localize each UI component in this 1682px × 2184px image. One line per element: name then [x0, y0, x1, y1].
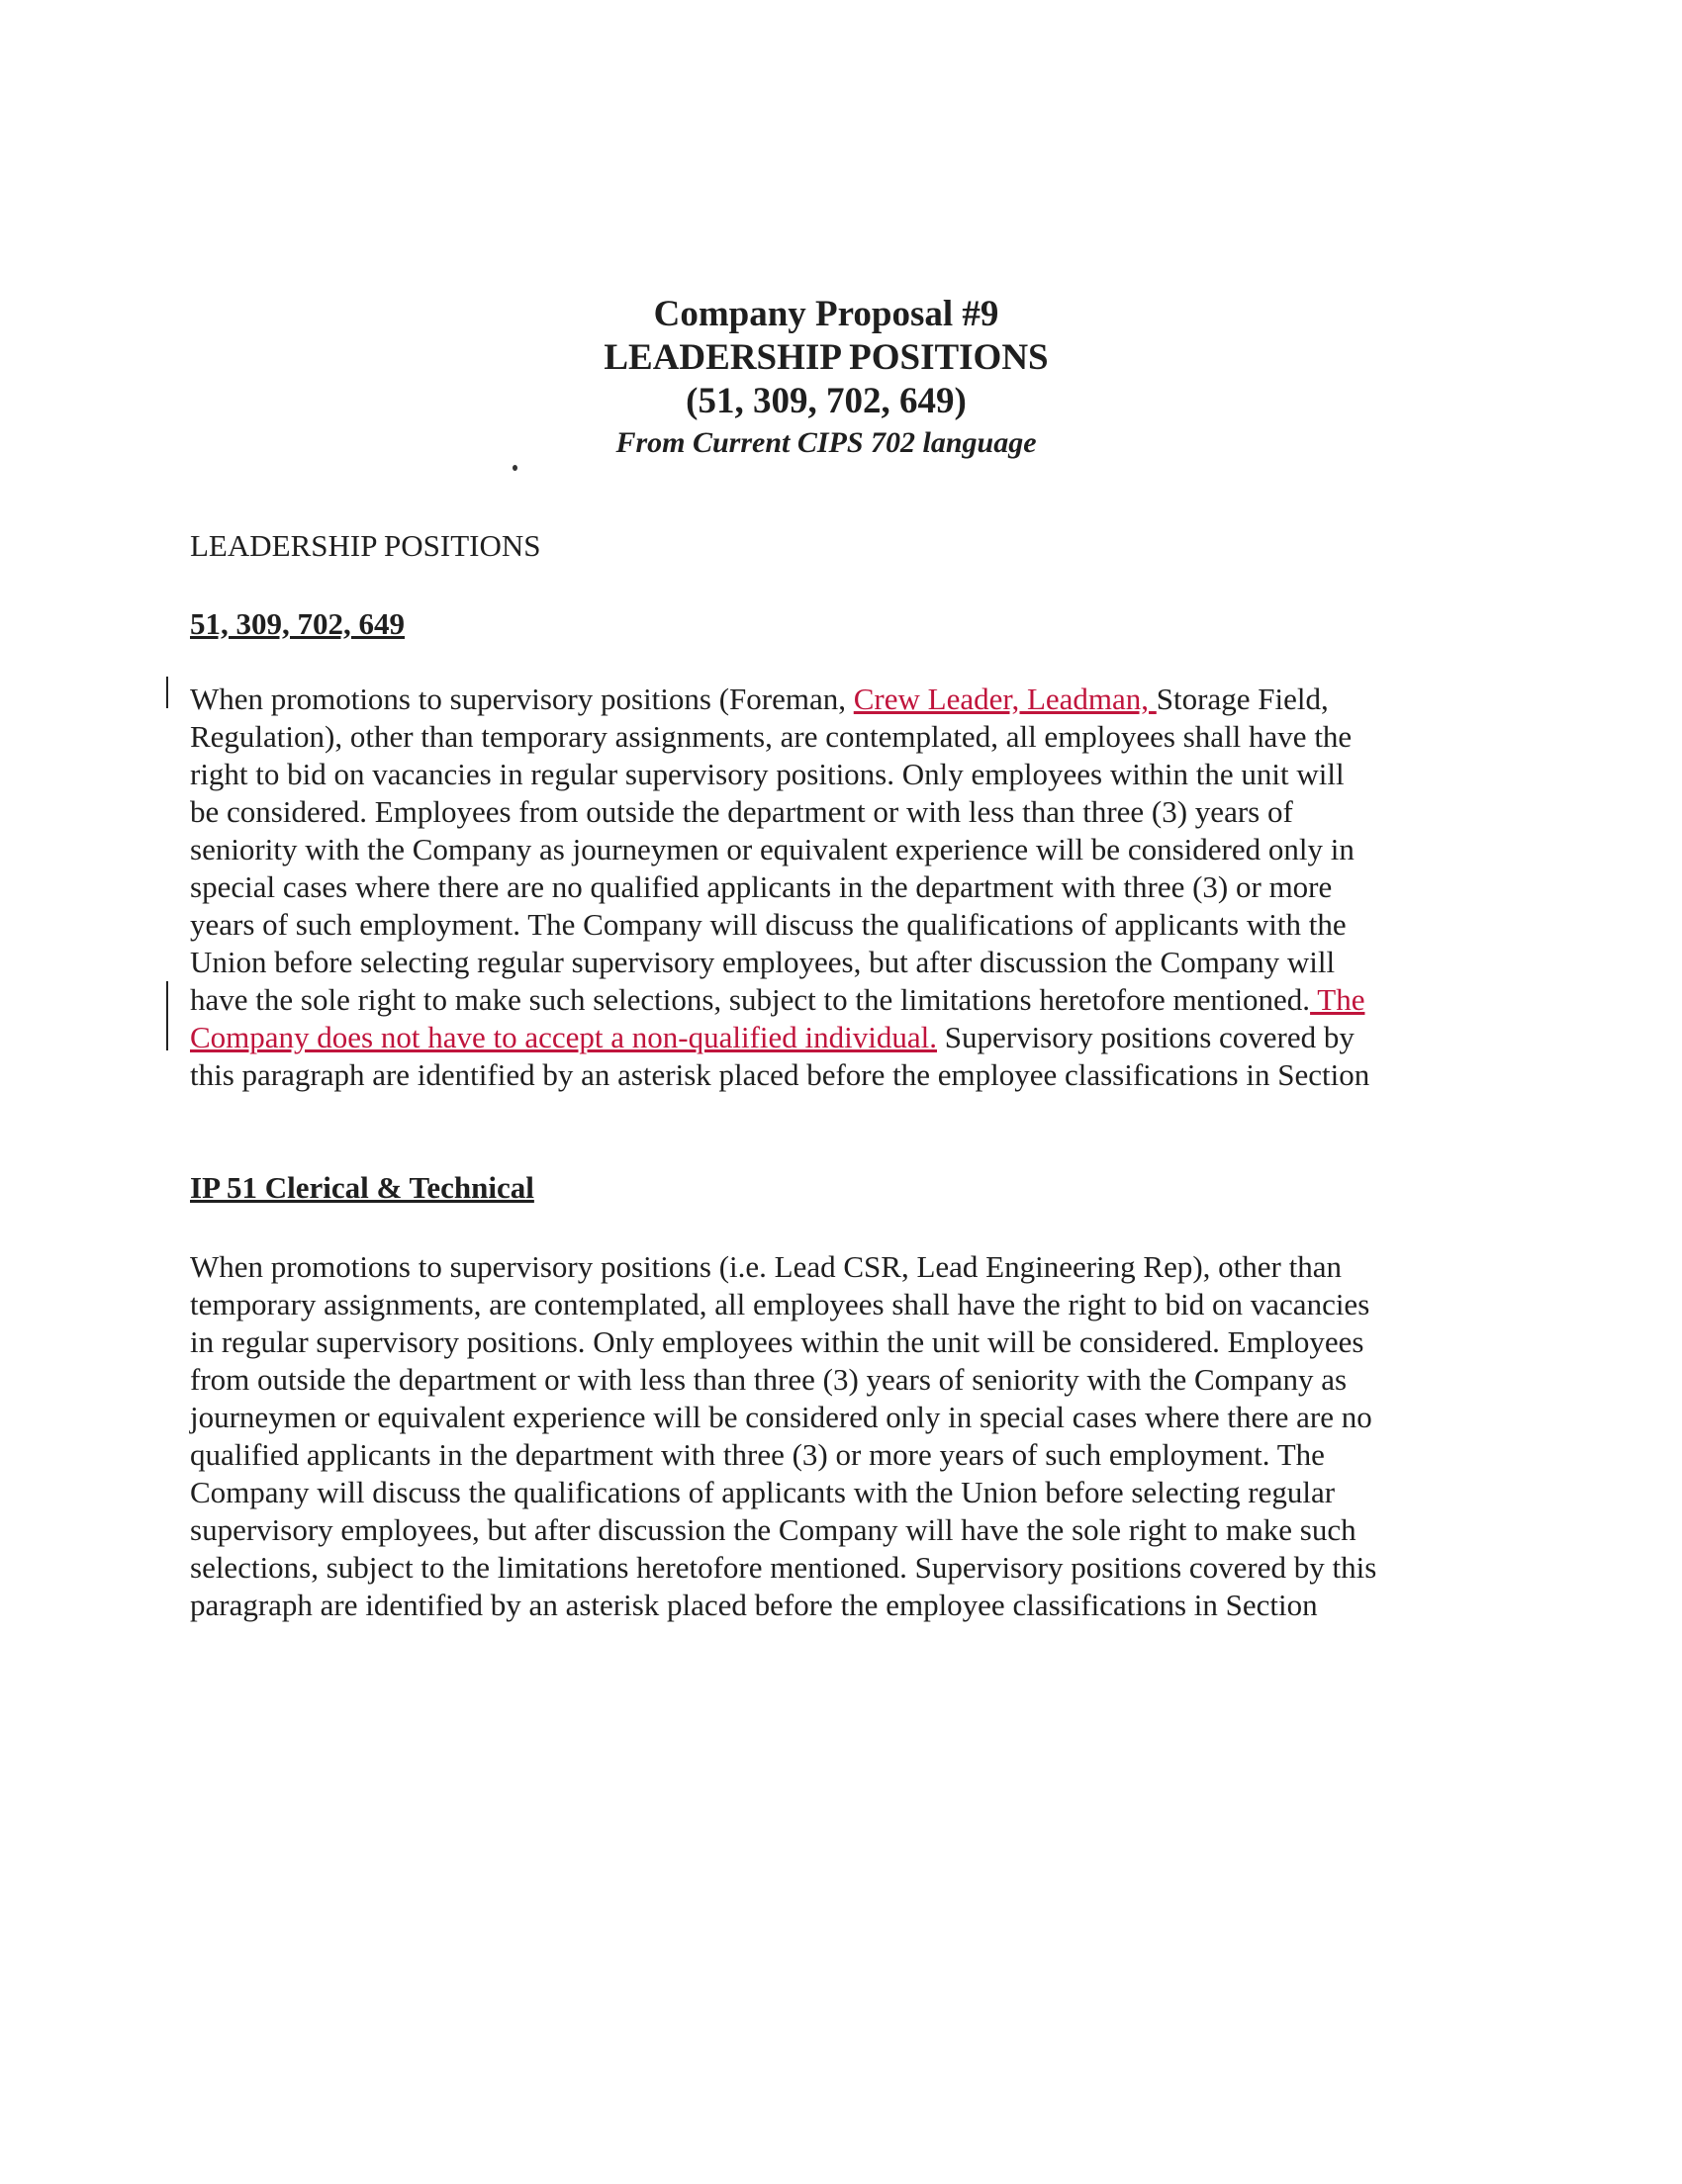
paragraph-line: supervisory employees, but after discussion the Company will have the sole right to make such — [190, 1512, 1356, 1547]
leadership-paragraph — [190, 681, 1476, 1094]
change-bar-top — [166, 677, 168, 708]
paragraph-line: When promotions to supervisory positions (i.e. Lead CSR, Lead Engineering Rep), other than — [190, 1249, 1342, 1284]
paragraph-line: Company will discuss the qualifications of applicants with the Union before selecting regular — [190, 1475, 1336, 1509]
paragraph-line: temporary assignments, are contemplated, all employees shall have the right to bid on vacancies — [190, 1287, 1370, 1321]
paragraph-line: Union before selecting regular supervisory employees, but after discussion the Company will — [190, 945, 1336, 979]
paragraph-line: Regulation), other than temporary assignments, are contemplated, all employees shall have the — [190, 719, 1353, 754]
proposal-codes: (51, 309, 702, 649) — [686, 381, 967, 421]
inserted-text: The — [1310, 982, 1365, 1017]
paragraph-line: paragraph are identified by an asterisk placed before the employee classifications in Section — [190, 1588, 1318, 1622]
paragraph-line: qualified applicants in the department with three (3) or more years of such employment. The — [190, 1437, 1325, 1472]
proposal-heading: LEADERSHIP POSITIONS — [604, 337, 1049, 378]
paragraph-line: When promotions to supervisory positions (Foreman, Crew Leader, Leadman, Storage Field, — [190, 682, 1329, 716]
paragraph-line: in regular supervisory positions. Only employees within the unit will be considered. Employees — [190, 1324, 1364, 1359]
paragraph-line: special cases where there are no qualified applicants in the department with three (3) or more — [190, 869, 1333, 904]
inserted-text: Company does not have to accept a non-qualified individual. — [190, 1020, 937, 1054]
paragraph-line: be considered. Employees from outside the department or with less than three (3) years of — [190, 794, 1293, 829]
section-title: LEADERSHIP POSITIONS — [190, 528, 541, 563]
paragraph-line: years of such employment. The Company will discuss the qualifications of applicants with the — [190, 907, 1347, 942]
ip-section-title: IP 51 Clerical & Technical — [190, 1170, 534, 1205]
paragraph-line: have the sole right to make such selections, subject to the limitations heretofore mentioned. The — [190, 982, 1365, 1017]
paragraph-line: journeymen or equivalent experience will be considered only in special cases where there are no — [190, 1400, 1372, 1434]
clerical-technical-paragraph — [190, 1248, 1476, 1624]
proposal-subtitle: From Current CIPS 702 language — [615, 426, 1037, 459]
change-bar-bottom — [166, 981, 168, 1050]
paragraph-line: this paragraph are identified by an asterisk placed before the employee classifications in Section — [190, 1057, 1370, 1092]
scan-speck — [513, 465, 517, 471]
proposal-title: Company Proposal #9 — [653, 294, 999, 334]
paragraph-line: Company does not have to accept a non-qualified individual. Supervisory positions covered by — [190, 1020, 1355, 1054]
paragraph-line: seniority with the Company as journeymen or equivalent experience will be considered only in — [190, 832, 1355, 866]
inserted-text: Crew Leader, Leadman, — [853, 682, 1157, 716]
section-number: 51, 309, 702, 649 — [190, 606, 405, 641]
paragraph-line: selections, subject to the limitations heretofore mentioned. Supervisory positions covered by this — [190, 1550, 1377, 1585]
paragraph-line: right to bid on vacancies in regular supervisory positions. Only employees within the unit will — [190, 757, 1345, 791]
document-header — [0, 293, 1652, 463]
paragraph-line: from outside the department or with less than three (3) years of seniority with the Company as — [190, 1362, 1348, 1397]
